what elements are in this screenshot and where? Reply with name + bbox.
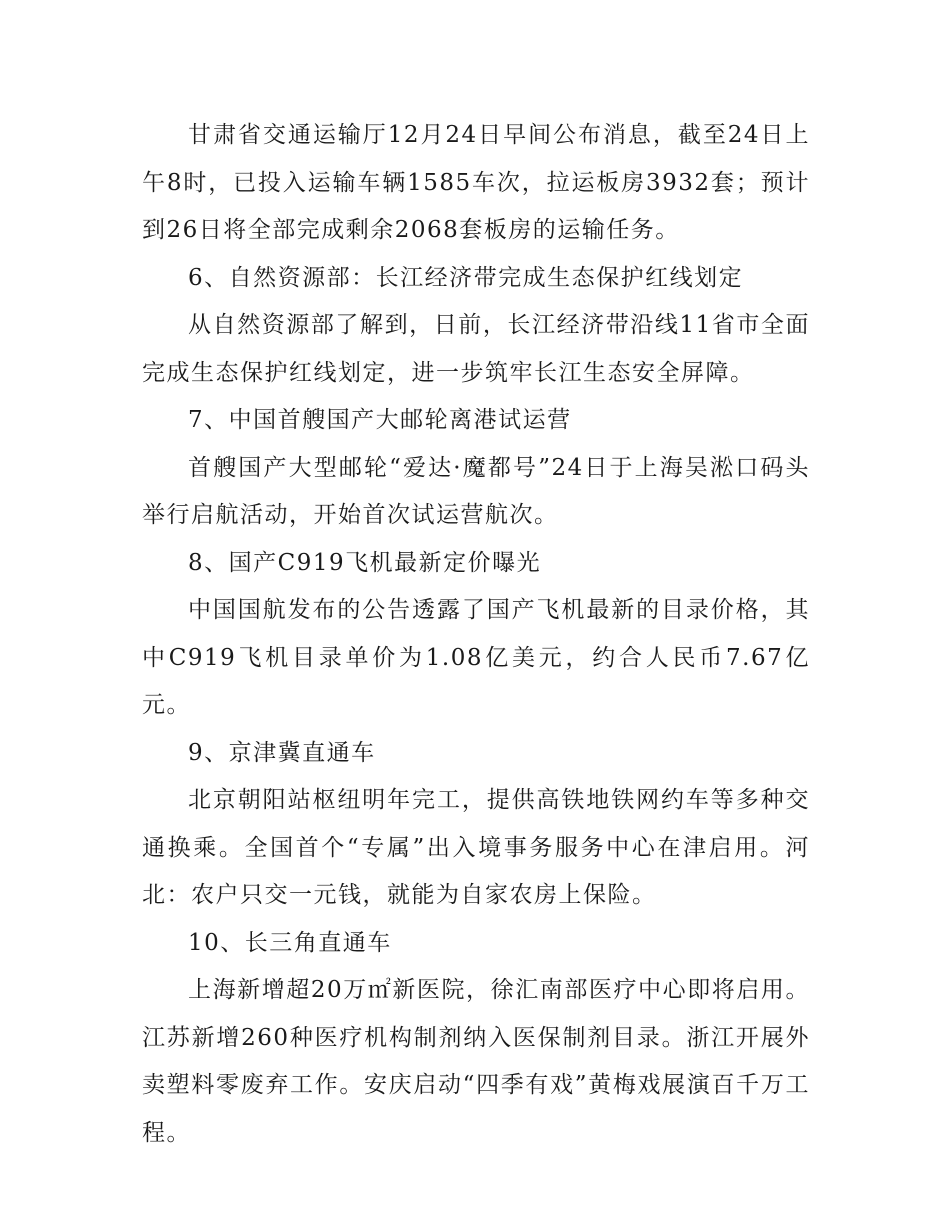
paragraph-yangtze-ecology: 从自然资源部了解到，日前，长江经济带沿线11省市全面完成生态保护红线划定，进一步筑牢长江生态安全屏障。 [142,312,810,386]
heading-item-8: 8、国产C919飞机最新定价曝光 [188,549,542,576]
paragraph-c919-price: 中国国航发布的公告透露了国产飞机最新的目录价格，其中C919飞机目录单价为1.08亿美元，约合人民币7.67亿元。 [142,597,810,718]
heading-item-9: 9、京津冀直通车 [188,739,376,766]
heading-item-7: 7、中国首艘国产大邮轮离港试运营 [188,407,572,433]
heading-item-10: 10、长三角直通车 [188,929,392,956]
paragraph-jingjinji: 北京朝阳站枢纽明年完工，提供高铁地铁网约车等多种交通换乘。全国首个“专属”出入境事务服务中心在津启用。河北：农户只交一元钱，就能为自家农房上保险。 [142,787,810,908]
document-body [142,112,810,1157]
paragraph-gansu-transport: 甘肃省交通运输厅12月24日早间公布消息，截至24日上午8时，已投入运输车辆1585车次，拉运板房3932套；预计到26日将全部完成剩余2068套板房的运输任务。 [142,122,810,243]
paragraph-cruise-ship: 首艘国产大型邮轮“爱达·魔都号”24日于上海吴淞口码头举行启航活动，开始首次试运营航次。 [142,454,810,528]
heading-item-6: 6、自然资源部：长江经济带完成生态保护红线划定 [188,264,744,291]
paragraph-yangtze-delta: 上海新增超20万㎡新医院，徐汇南部医疗中心即将启用。江苏新增260种医疗机构制剂纳入医保制剂目录。浙江开展外卖塑料零废弃工作。安庆启动“四季有戏”黄梅戏展演百千万工程。 [142,977,810,1146]
